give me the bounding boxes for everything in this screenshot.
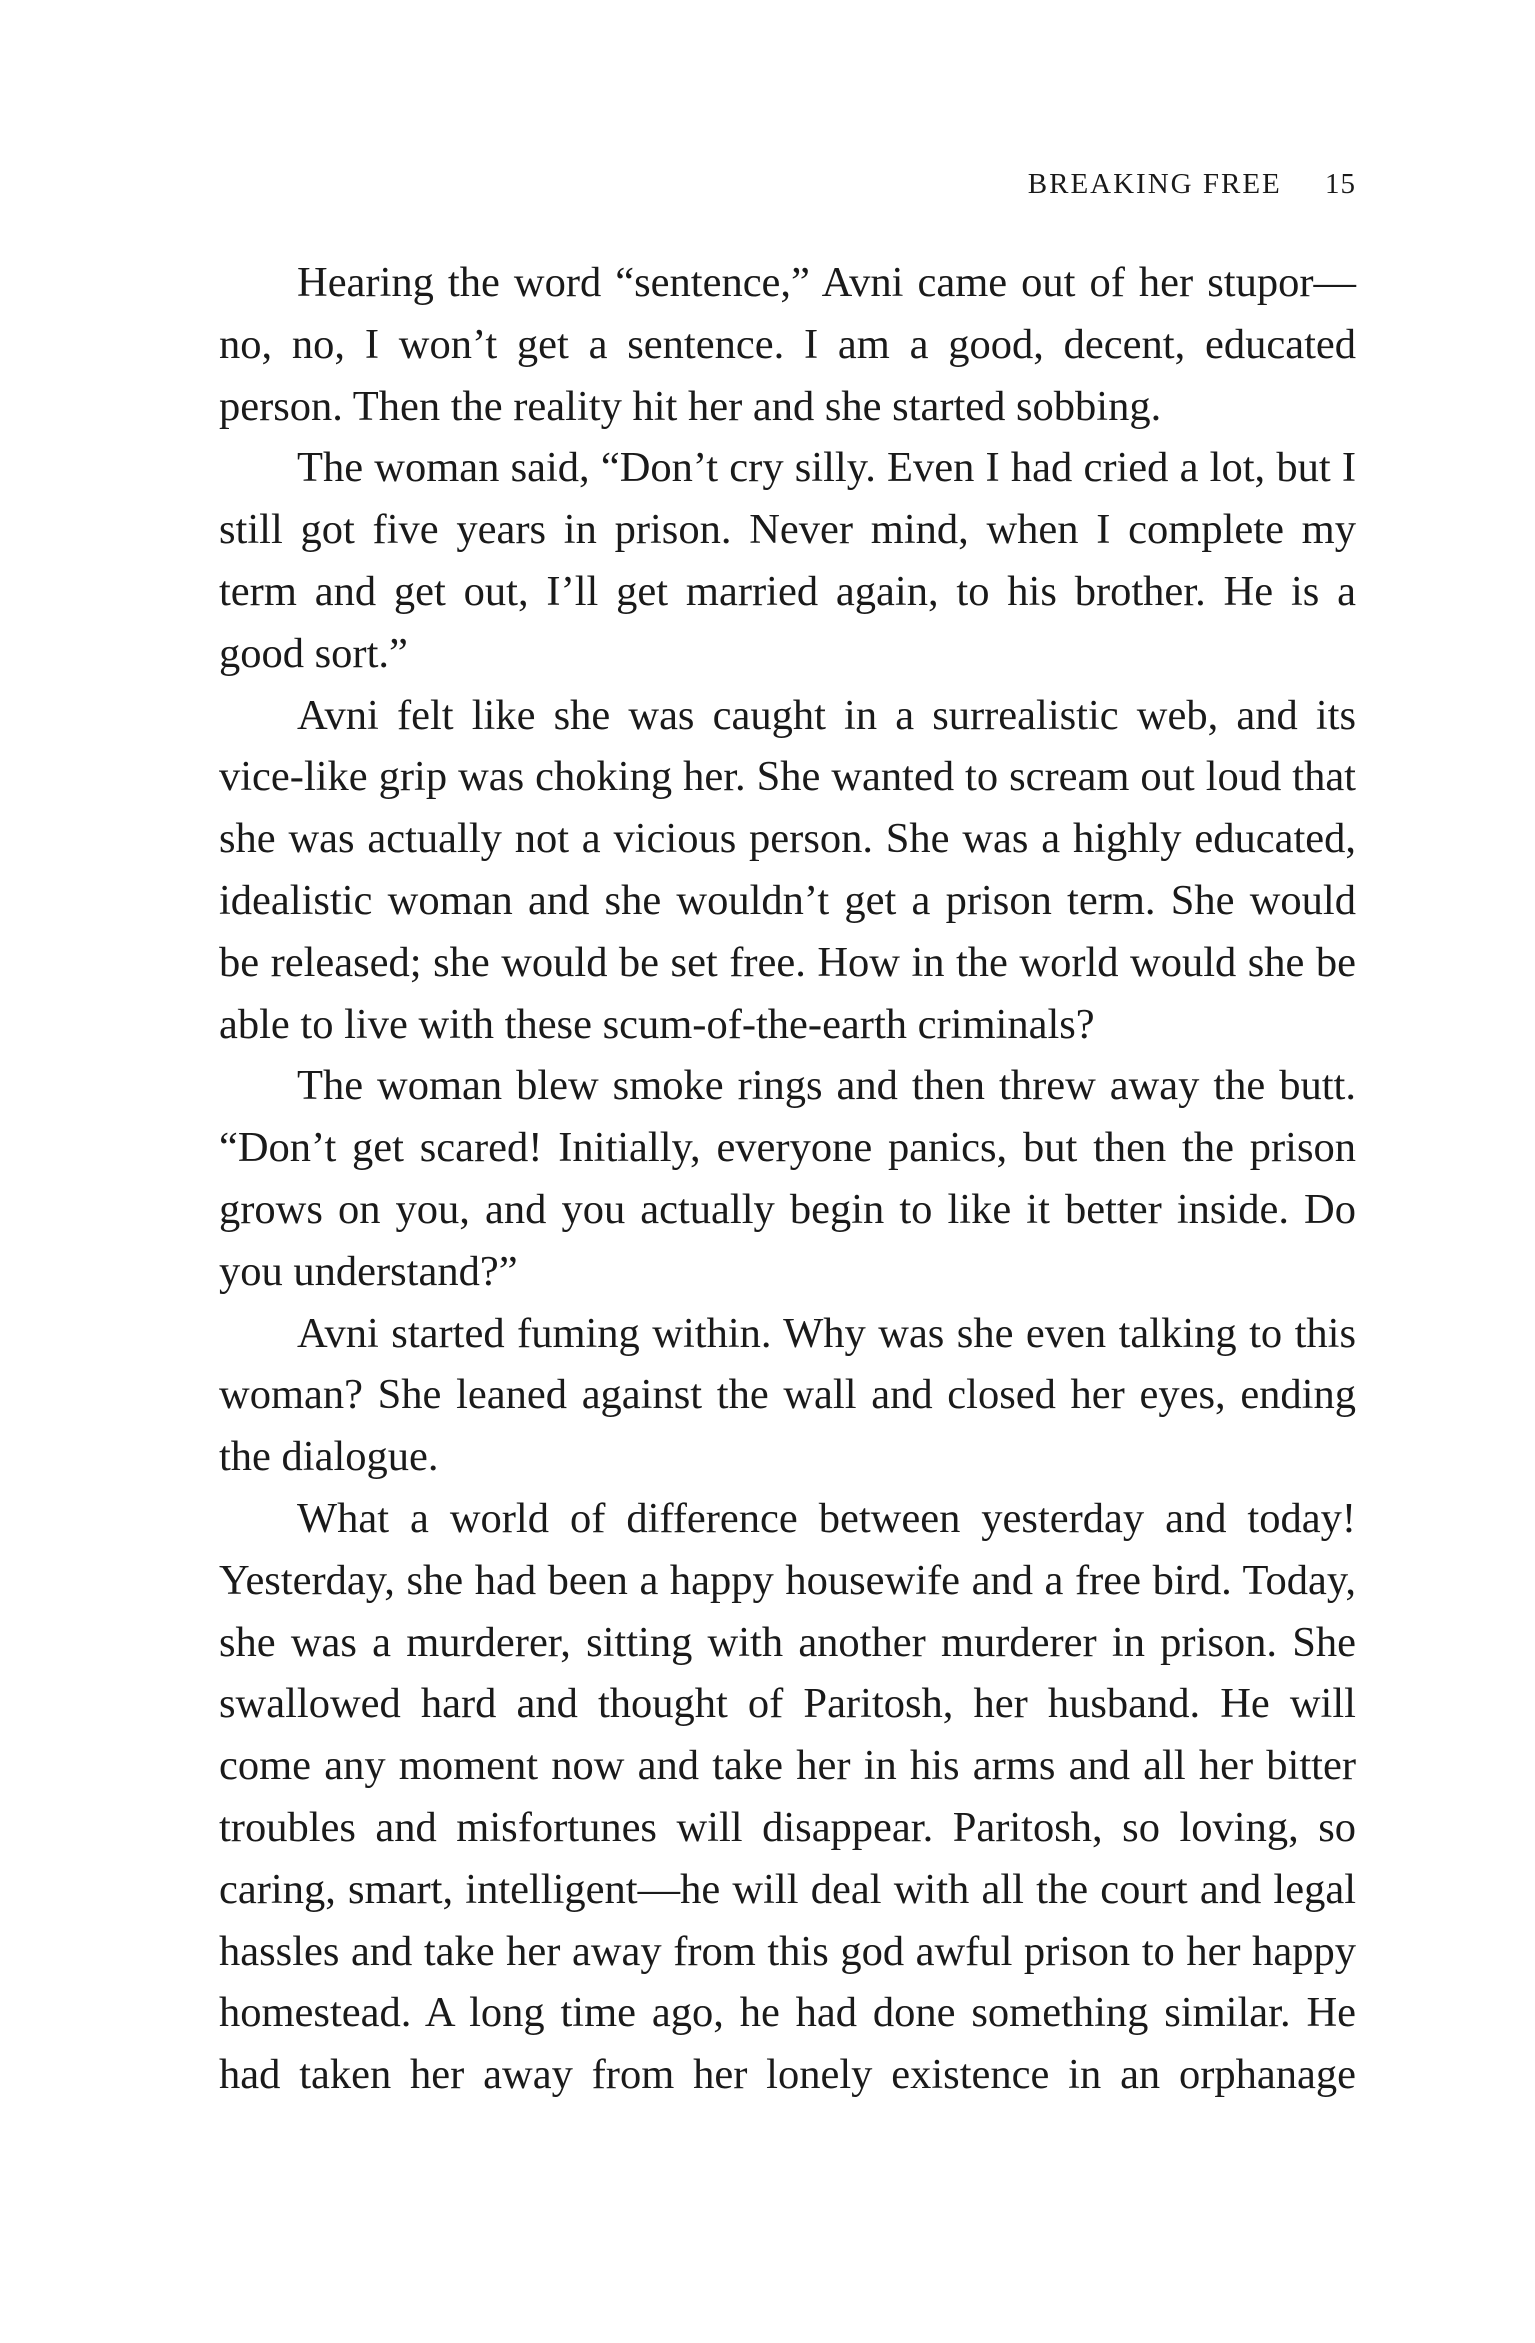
paragraph: The woman blew smoke rings and then threw away the butt. “Don’t get scared! Initially, everyone panics, but then the prison grows on you, and you actually begin to like it better inside. Do you understand?” [219, 1062, 1356, 1295]
body-text [219, 252, 1356, 2106]
paragraph: What a world of difference between yesterday and today! Yesterday, she had been a happy housewife and a free bird. Today, she was a murderer, sitting with another murderer in prison. She swallowed hard and thought of Paritosh, her husband. He will come any moment now and take her in his arms and all her bitter troubles and misfortunes will disappear. Paritosh, so loving, so caring, smart, intelligent—he will deal with all the court and legal hassles and take her away from this god awful prison to her happy homestead. A long time ago, he had done something similar. He had taken her away from her lonely existence in an orphanage [219, 1494, 1356, 2099]
paragraph: Avni started fuming within. Why was she even talking to this woman? She leaned against the wall and closed her eyes, ending the dialogue. [219, 1309, 1356, 1481]
paragraph: Hearing the word “sentence,” Avni came out of her stupor—no, no, I won’t get a sentence. I am a good, decent, educated person. Then the reality hit her and she started sobbing. [219, 259, 1356, 430]
running-head [1028, 168, 1356, 201]
paragraph: The woman said, “Don’t cry silly. Even I had cried a lot, but I still got five years in prison. Never mind, when I complete my term and get out, I’ll get married again, to his brother. He is a good sort.” [219, 444, 1356, 677]
page-number: 15 [1325, 168, 1356, 200]
paragraph: Avni felt like she was caught in a surrealistic web, and its vice-like grip was choking her. She wanted to scream out loud that she was actually not a vicious person. She was a highly educated, idealistic woman and she wouldn’t get a prison term. She would be released; she would be set free. How in the world would she be able to live with these scum-of-the-earth criminals? [219, 691, 1356, 1048]
running-title: BREAKING FREE [1027, 168, 1282, 200]
